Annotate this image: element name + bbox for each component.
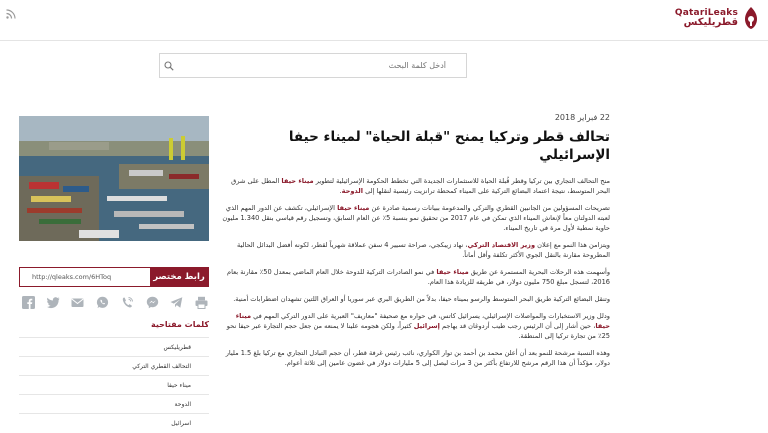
short-link-box xyxy=(19,267,209,287)
short-link-input[interactable] xyxy=(20,268,150,286)
paragraph-text: ودلل وزير الاستخبارات والمواصلات الإسرائيلي، يسرائيل كاتس، في حواره مع صحيفة "معاريف" العبرية على الدور التركي المهم في xyxy=(251,312,610,320)
paragraph-text: ، حين أشار إلى أن الرئيس رجب طيب أردوغان قد يهاجم xyxy=(439,322,596,330)
inline-link[interactable]: ميناء حيفا xyxy=(235,312,610,330)
paragraph-text: وهذه النسبة مرشحة للنمو بعد أن أعلن محمد بن أحمد بن توار الكواري، نائب رئيس غرفة قطر، أن حجم التبادل التجاري مع تركيا بلغ 1.5 مليار دولار، مؤكداً أن هذا الرقم مرشح للارتفاع بأكثر من 3 مرات ليصل إلى 5 مليارات دولار في غضون عامين إلى ثلاثة أعوام. xyxy=(225,349,610,367)
article-paragraph xyxy=(218,348,610,368)
print-icon[interactable] xyxy=(195,296,208,309)
paragraph-text: . xyxy=(339,187,342,195)
inline-link[interactable]: إسرائيل xyxy=(413,322,440,330)
paragraph-text: تصريحات المسؤولين من الجانبين القطري والتركي والمدعومة ببيانات رسمية صادرة عن xyxy=(369,204,610,212)
keyword-link[interactable]: الدوحة xyxy=(19,394,209,413)
paragraph-text: وأسهمت هذه الرحلات البحرية المستمرة عن طريق xyxy=(468,268,610,276)
logo-mark-icon xyxy=(744,7,758,29)
article xyxy=(218,113,610,375)
messenger-icon[interactable] xyxy=(146,296,159,309)
site-logo[interactable] xyxy=(675,4,758,32)
search-box[interactable] xyxy=(159,53,467,78)
keywords-title: كلمات مفتاحية xyxy=(151,320,209,329)
keywords-list xyxy=(19,337,209,432)
keyword-link[interactable]: اسرائيل xyxy=(19,413,209,432)
keyword-link[interactable]: التحالف القطري التركي xyxy=(19,356,209,375)
article-paragraph xyxy=(218,294,610,304)
article-image-column xyxy=(19,116,209,241)
inline-link[interactable]: وزير الاقتصاد التركي xyxy=(467,241,536,249)
share-bar xyxy=(22,295,208,309)
search-icon[interactable] xyxy=(164,61,174,71)
paragraph-text: ويتزامن هذا النمو مع إعلان xyxy=(535,241,610,249)
inline-link[interactable]: ميناء حيفا xyxy=(436,268,469,276)
email-icon[interactable] xyxy=(71,296,84,309)
article-photo xyxy=(19,116,209,241)
article-date: 22 فبراير 2018 xyxy=(554,113,610,122)
rss-icon[interactable] xyxy=(6,9,16,19)
short-link-label: رابط مختصر xyxy=(150,268,208,286)
article-paragraph xyxy=(218,267,610,287)
viber-icon[interactable] xyxy=(121,296,134,309)
logo-text-en: QatariLeaks xyxy=(674,8,738,18)
paragraph-text: كثيراً، ولكن هجومه علينا لا يمنعه من جعل حجم التجارة عبر حيفا نحو 25٪ من تجارة تركيا إلى المنطقة. xyxy=(226,322,610,340)
paragraph-text: المطل على شرق البحر المتوسط، نتيجة اعتماد البضائع التركية على الميناء كمحطة ترانزيت رئيسية لنقلها إلى xyxy=(231,177,610,195)
whatsapp-icon[interactable] xyxy=(96,296,109,309)
paragraph-text: منح التحالف التجاري بين تركيا وقطر قُبلة الحياة للاستثمارات الجديدة التي تخطط الحكومة الإسرائيلية لتطوير xyxy=(313,177,610,185)
search-input[interactable] xyxy=(160,54,466,77)
facebook-icon[interactable] xyxy=(22,296,35,309)
keyword-link[interactable]: قطريليكس xyxy=(19,337,209,356)
paragraph-text: الإسرائيلي، تكشف عن الدور المهم الذي لعبته الدولتان معاً لإنعاش الميناء الذي تمكن في عام 2017 من تحقيق نمو بنسبة 5٪ عن العام السابق، وتسجيل رقم قياسي بنقل 1.340 مليون حاوية نمطية لأول مرة في تاريخ الميناء. xyxy=(222,204,610,232)
paragraph-text: في نمو الصادرات التركية للدوحة خلال العام الماضي بمعدل 50٪ مقارنة بعام 2016، لتسجل مبلغ 750 مليون دولار، في طريقه للزيادة هذا العام. xyxy=(226,268,610,286)
article-paragraph xyxy=(218,240,610,260)
article-paragraph xyxy=(218,176,610,196)
inline-link[interactable]: الدوحة xyxy=(341,187,363,195)
telegram-icon[interactable] xyxy=(170,296,183,309)
inline-link[interactable]: ميناء حيفا xyxy=(337,204,370,212)
top-bar xyxy=(0,0,768,41)
paragraph-text: وتنقل البضائع التركية طريق البحر المتوسط والرسو بميناء حيفا، بدلاً من الطريق البري عبر سوريا أو العراق اللتين تشهدان اضطرابات أمنية. xyxy=(233,295,610,303)
article-paragraph xyxy=(218,311,610,341)
twitter-icon[interactable] xyxy=(47,296,60,309)
article-title: تحالف قطر وتركيا يمنح "قبلة الحياة" لميناء حيفا الإسرائيلي xyxy=(288,129,610,163)
inline-link[interactable]: ميناء حيفا xyxy=(281,177,314,185)
logo-text-ar: قطريليكس xyxy=(683,17,738,28)
article-paragraph xyxy=(218,203,610,233)
paragraph-text: ، نهاد زيبكجي، صراحة تسيير 4 سفن عملاقة شهرياً لقطر، لكونه أفضل البدائل الحالية المطروحة مقارنة بالنقل الجوي الأكثر تكلفة وأقل أماناً. xyxy=(236,241,610,259)
keyword-link[interactable]: ميناء حيفا xyxy=(19,375,209,394)
